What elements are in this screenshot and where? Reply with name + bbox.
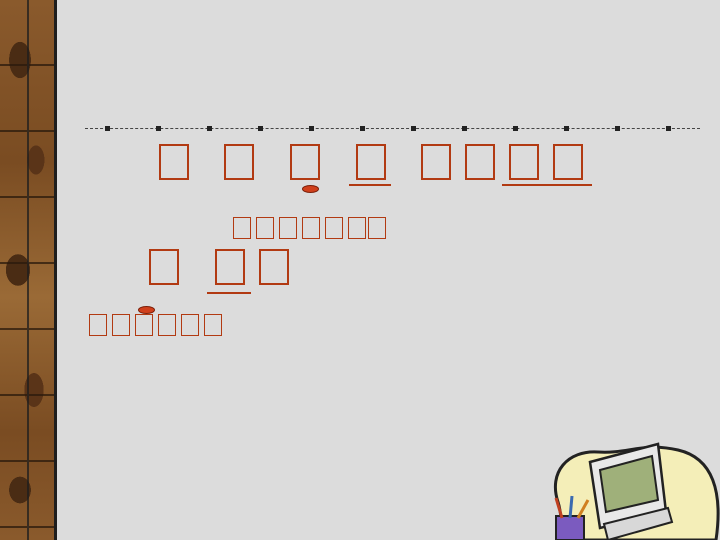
bottom-glyph-2: [112, 314, 130, 336]
bottom-glyph-4: [158, 314, 176, 336]
subtitle-glyph-3: [279, 217, 297, 239]
second-glyph-3: [259, 249, 289, 285]
title-glyph-7: [509, 144, 539, 180]
title-glyph-5: [421, 144, 451, 180]
sidebar-grid: [0, 0, 54, 540]
subtitle-glyph-5: [325, 217, 343, 239]
title-glyph-8: [553, 144, 583, 180]
title-underline-2: [502, 184, 592, 186]
bottom-glyph-3: [135, 314, 153, 336]
title-marker: [302, 185, 319, 193]
computer-clipart-icon: [548, 442, 720, 540]
second-glyph-1: [149, 249, 179, 285]
bottom-glyph-1: [89, 314, 107, 336]
bottom-glyph-6: [204, 314, 222, 336]
title-glyph-3: [290, 144, 320, 180]
title-underline-1: [349, 184, 391, 186]
title-glyph-4: [356, 144, 386, 180]
title-glyph-6: [465, 144, 495, 180]
title-glyph-1: [159, 144, 189, 180]
subtitle-glyph-7: [368, 217, 386, 239]
second-underline: [207, 292, 251, 294]
subtitle-glyph-2: [256, 217, 274, 239]
subtitle-glyph-4: [302, 217, 320, 239]
bottom-glyph-5: [181, 314, 199, 336]
decorative-sidebar: [0, 0, 57, 540]
dotted-divider: [85, 128, 700, 130]
second-marker: [138, 306, 155, 314]
title-glyph-2: [224, 144, 254, 180]
subtitle-glyph-6: [348, 217, 366, 239]
subtitle-glyph-1: [233, 217, 251, 239]
second-glyph-2: [215, 249, 245, 285]
